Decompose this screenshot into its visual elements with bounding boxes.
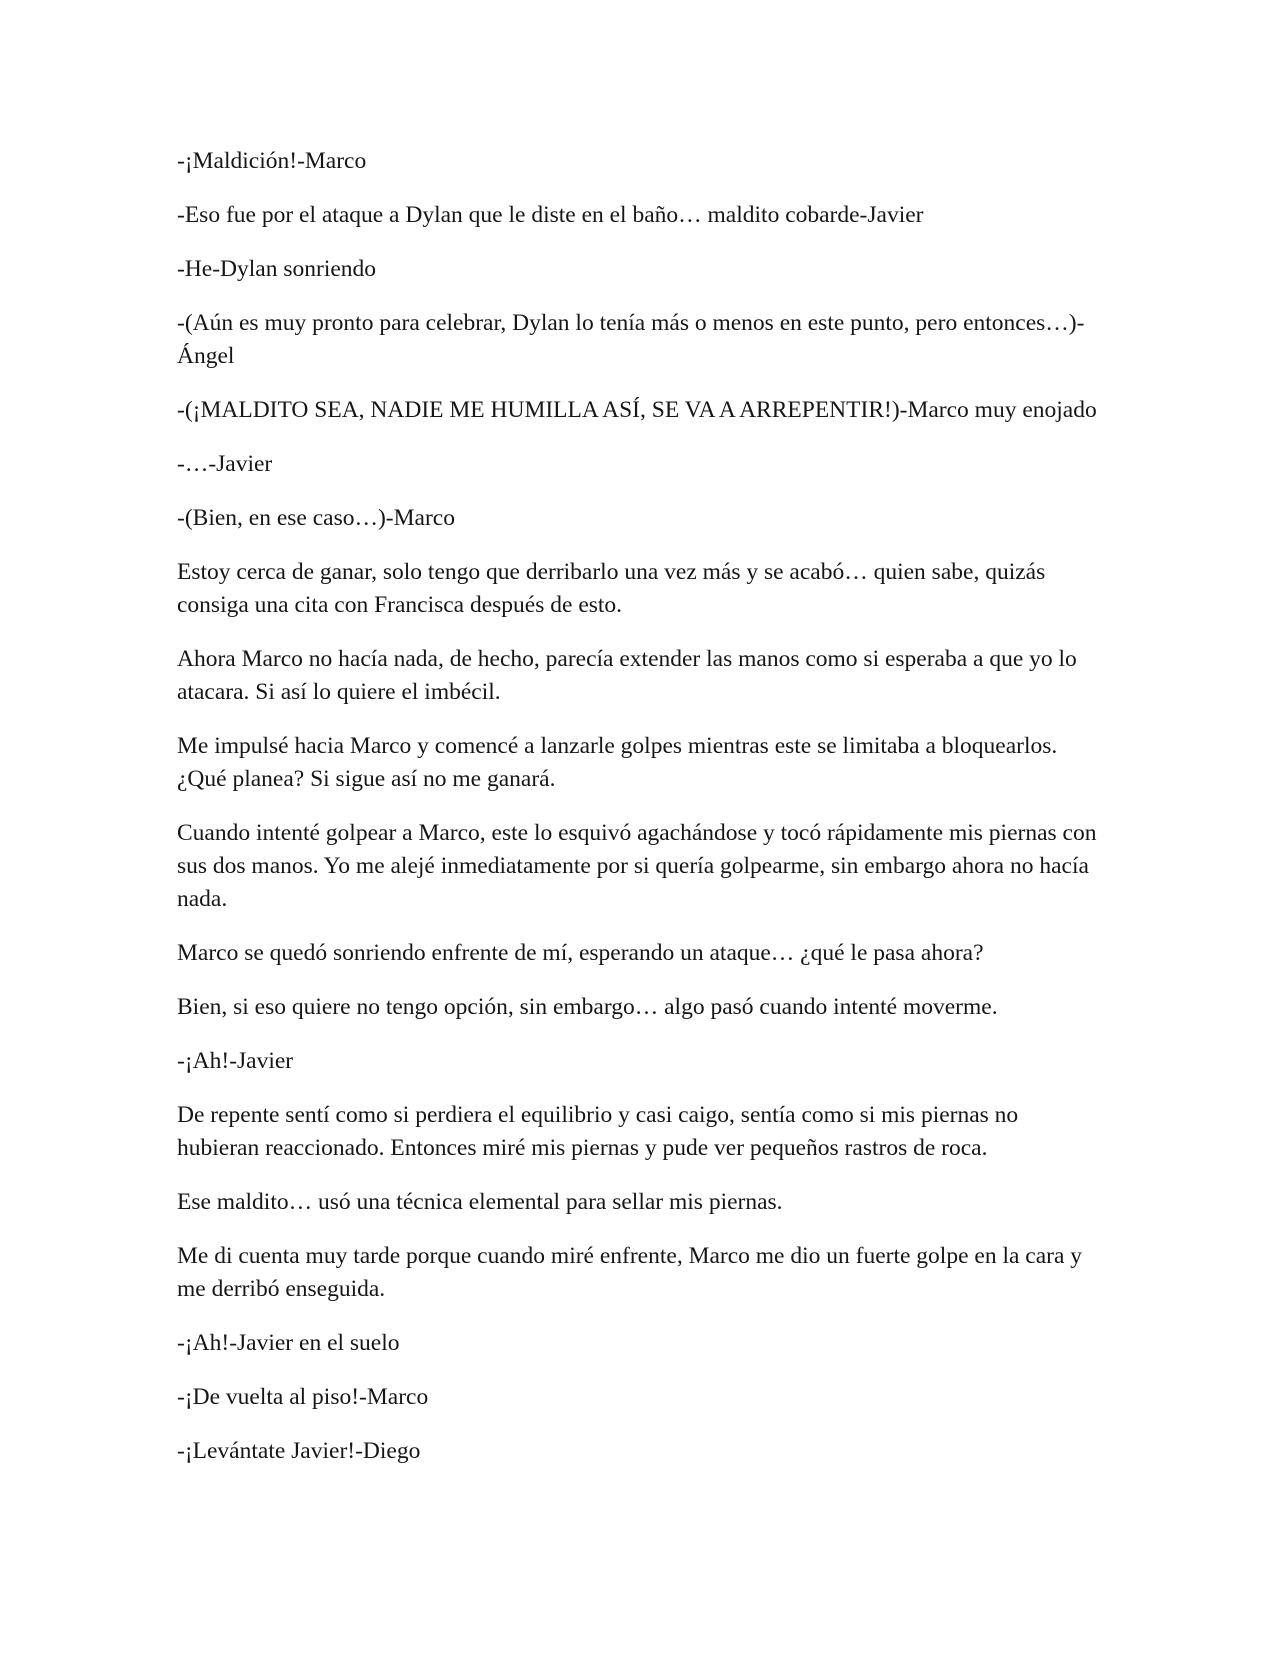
paragraph: Ahora Marco no hacía nada, de hecho, parecía extender las manos como si esperaba a que yo lo atacara. Si así lo quiere el imbécil.	[177, 646, 1077, 705]
paragraph: Cuando intenté golpear a Marco, este lo esquivó agachándose y tocó rápidamente mis piernas con sus dos manos. Yo me alejé inmediatamente por si quería golpearme, sin embargo ahora no hacía nada.	[177, 820, 1097, 912]
paragraph: -(Bien, en ese caso…)-Marco	[177, 505, 455, 531]
paragraph: Me di cuenta muy tarde porque cuando miré enfrente, Marco me dio un fuerte golpe en la cara y me derribó enseguida.	[177, 1243, 1083, 1302]
paragraph: -¡Ah!-Javier en el suelo	[177, 1330, 400, 1356]
paragraph: Ese maldito… usó una técnica elemental para sellar mis piernas.	[177, 1189, 783, 1215]
paragraph: -¡Ah!-Javier	[177, 1048, 294, 1074]
paragraph: -¡De vuelta al piso!-Marco	[177, 1384, 429, 1410]
paragraph: -…-Javier	[177, 451, 273, 477]
paragraph: Bien, si eso quiere no tengo opción, sin embargo… algo pasó cuando intenté moverme.	[177, 994, 998, 1020]
paragraph: -¡Levántate Javier!-Diego	[177, 1438, 421, 1464]
paragraph: Estoy cerca de ganar, solo tengo que derribarlo una vez más y se acabó… quien sabe, quizás consiga una cita con Francisca después de esto.	[177, 559, 1046, 618]
paragraph: -He-Dylan sonriendo	[177, 256, 377, 282]
paragraph: Me impulsé hacia Marco y comencé a lanzarle golpes mientras este se limitaba a bloquearlos. ¿Qué planea? Si sigue así no me ganará.	[177, 733, 1058, 792]
paragraph: -(Aún es muy pronto para celebrar, Dylan lo tenía más o menos en este punto, pero entonces…)-Ángel	[177, 310, 1085, 369]
paragraph: -(¡MALDITO SEA, NADIE ME HUMILLA ASÍ, SE VA A ARREPENTIR!)-Marco muy enojado	[177, 397, 1097, 423]
paragraph: -Eso fue por el ataque a Dylan que le diste en el baño… maldito cobarde-Javier	[177, 202, 924, 228]
document-body	[177, 145, 1097, 1489]
paragraph: -¡Maldición!-Marco	[177, 148, 367, 174]
paragraph: De repente sentí como si perdiera el equilibrio y casi caigo, sentía como si mis piernas no hubieran reaccionado. Entonces miré mis piernas y pude ver pequeños rastros de roca.	[177, 1102, 1019, 1161]
paragraph: Marco se quedó sonriendo enfrente de mí, esperando un ataque… ¿qué le pasa ahora?	[177, 940, 984, 966]
